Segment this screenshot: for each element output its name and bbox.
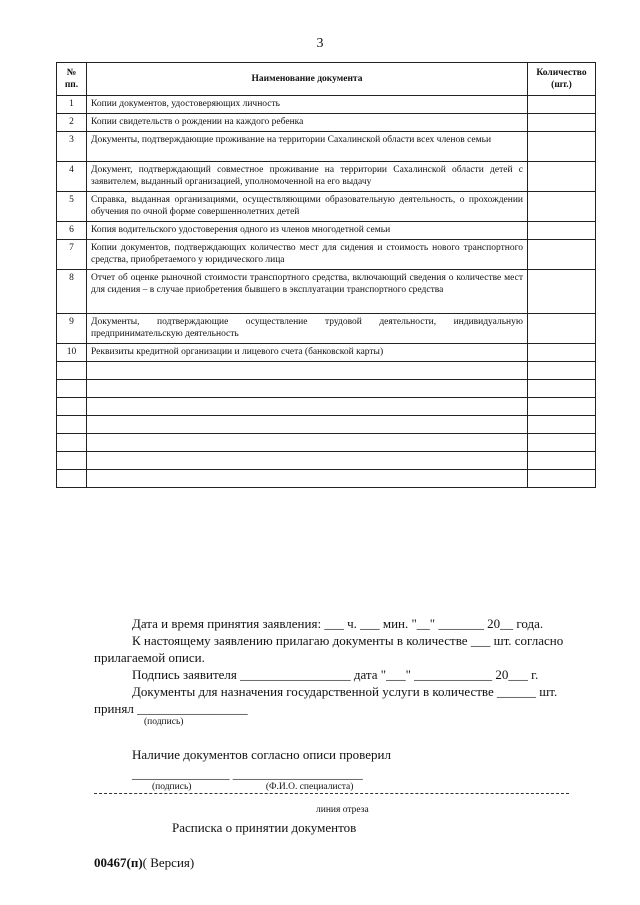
table-row bbox=[57, 416, 596, 434]
row-number: 5 bbox=[57, 192, 87, 222]
form-attach-line: К настоящему заявлению прилагаю документы в количестве ___ шт. согласно bbox=[132, 633, 564, 648]
specialist-name-label: (Ф.И.О. специалиста) bbox=[265, 782, 354, 792]
table-row bbox=[57, 362, 596, 380]
row-number: 2 bbox=[57, 114, 87, 132]
table-row bbox=[57, 380, 596, 398]
row-document-name: Документы, подтверждающие осуществление трудовой деятельности, индивидуальную предпринимательскую деятельность bbox=[87, 314, 528, 344]
row-document-name bbox=[87, 416, 528, 434]
row-document-name: Копии документов, удостоверяющих личность bbox=[87, 96, 528, 114]
row-number bbox=[57, 434, 87, 452]
row-number bbox=[57, 470, 87, 488]
signature-label: (подпись) bbox=[144, 717, 184, 727]
form-attach-line-cont: прилагаемой описи. bbox=[94, 650, 205, 665]
table-row bbox=[57, 398, 596, 416]
row-quantity-cell[interactable] bbox=[528, 132, 596, 162]
table-row bbox=[57, 114, 596, 132]
form-code bbox=[94, 855, 194, 871]
row-quantity-cell[interactable] bbox=[528, 314, 596, 344]
cut-line bbox=[94, 793, 569, 794]
row-quantity-cell[interactable] bbox=[528, 162, 596, 192]
row-quantity-cell[interactable] bbox=[528, 222, 596, 240]
row-document-name bbox=[87, 470, 528, 488]
receipt-title: Расписка о принятии документов bbox=[172, 820, 357, 835]
row-document-name: Справка, выданная организациями, осуществляющими образовательную деятельность, о прохождении обучения по очной форме совершеннолетних детей bbox=[87, 192, 528, 222]
row-document-name: Копия водительского удостоверения одного из членов многодетной семьи bbox=[87, 222, 528, 240]
form-code-number: 00467(п) bbox=[94, 855, 143, 870]
form-date-line: Дата и время принятия заявления: ___ ч. ___ мин. "__" _______ 20__ года. bbox=[132, 616, 544, 631]
col-qty-header: Количество (шт.) bbox=[528, 63, 596, 96]
table-row bbox=[57, 434, 596, 452]
row-quantity-cell[interactable] bbox=[528, 96, 596, 114]
row-number: 10 bbox=[57, 344, 87, 362]
form-signature-line: Подпись заявителя _________________ дата "___" ____________ 20___ г. bbox=[132, 667, 539, 682]
row-document-name: Копии свидетельств о рождении на каждого ребенка bbox=[87, 114, 528, 132]
col-number-header: № пп. bbox=[57, 63, 87, 96]
table-row bbox=[57, 240, 596, 270]
row-document-name bbox=[87, 362, 528, 380]
row-document-name bbox=[87, 398, 528, 416]
table-row bbox=[57, 222, 596, 240]
cut-line-label: линия отреза bbox=[316, 805, 369, 815]
form-documents-line: Документы для назначения государственной услуги в количестве ______ шт. bbox=[132, 684, 558, 699]
row-quantity-cell[interactable] bbox=[528, 416, 596, 434]
row-document-name bbox=[87, 452, 528, 470]
row-number: 1 bbox=[57, 96, 87, 114]
row-document-name: Копии документов, подтверждающих количество мест для сидения и стоимость нового транспортного средства, приобретаемого у юридического лица bbox=[87, 240, 528, 270]
row-document-name: Отчет об оценке рыночной стоимости транспортного средства, включающий сведения о количестве мест для сидения – в случае приобретения бывшего в эксплуатации транспортного средства bbox=[87, 270, 528, 314]
row-quantity-cell[interactable] bbox=[528, 114, 596, 132]
row-number: 7 bbox=[57, 240, 87, 270]
col-name-header: Наименование документа bbox=[87, 63, 528, 96]
documents-table bbox=[56, 62, 596, 488]
form-check-line: Наличие документов согласно описи проверил bbox=[132, 747, 391, 762]
row-document-name: Документы, подтверждающие проживание на территории Сахалинской области всех членов семьи bbox=[87, 132, 528, 162]
page-number: 3 bbox=[316, 36, 324, 51]
row-quantity-cell[interactable] bbox=[528, 192, 596, 222]
row-document-name bbox=[87, 434, 528, 452]
table-row bbox=[57, 470, 596, 488]
row-number: 9 bbox=[57, 314, 87, 344]
row-document-name bbox=[87, 380, 528, 398]
check-signature-label: (подпись) bbox=[152, 782, 192, 792]
row-quantity-cell[interactable] bbox=[528, 470, 596, 488]
row-quantity-cell[interactable] bbox=[528, 398, 596, 416]
row-number bbox=[57, 362, 87, 380]
table-row bbox=[57, 132, 596, 162]
table-header-row bbox=[57, 63, 596, 96]
row-number bbox=[57, 380, 87, 398]
row-quantity-cell[interactable] bbox=[528, 380, 596, 398]
row-number: 8 bbox=[57, 270, 87, 314]
form-accepted-line: принял _________________ bbox=[94, 701, 248, 716]
table-row bbox=[57, 192, 596, 222]
row-quantity-cell[interactable] bbox=[528, 240, 596, 270]
row-quantity-cell[interactable] bbox=[528, 362, 596, 380]
table-row bbox=[57, 270, 596, 314]
table-row bbox=[57, 314, 596, 344]
table-row bbox=[57, 452, 596, 470]
row-quantity-cell[interactable] bbox=[528, 344, 596, 362]
row-quantity-cell[interactable] bbox=[528, 270, 596, 314]
row-quantity-cell[interactable] bbox=[528, 434, 596, 452]
form-version: ( Версия) bbox=[142, 855, 195, 870]
row-number bbox=[57, 452, 87, 470]
row-number bbox=[57, 416, 87, 434]
row-number: 3 bbox=[57, 132, 87, 162]
form-check-sign-line: _______________ ____________________ bbox=[132, 766, 363, 781]
table-row bbox=[57, 162, 596, 192]
row-quantity-cell[interactable] bbox=[528, 452, 596, 470]
table-row bbox=[57, 96, 596, 114]
table-row bbox=[57, 344, 596, 362]
row-number: 4 bbox=[57, 162, 87, 192]
row-document-name: Реквизиты кредитной организации и лицевого счета (банковской карты) bbox=[87, 344, 528, 362]
row-number bbox=[57, 398, 87, 416]
acceptance-form bbox=[94, 615, 569, 793]
row-number: 6 bbox=[57, 222, 87, 240]
row-document-name: Документ, подтверждающий совместное проживание на территории Сахалинской области детей с заявителем, выданный организацией, уполномоченной на его выдачу bbox=[87, 162, 528, 192]
